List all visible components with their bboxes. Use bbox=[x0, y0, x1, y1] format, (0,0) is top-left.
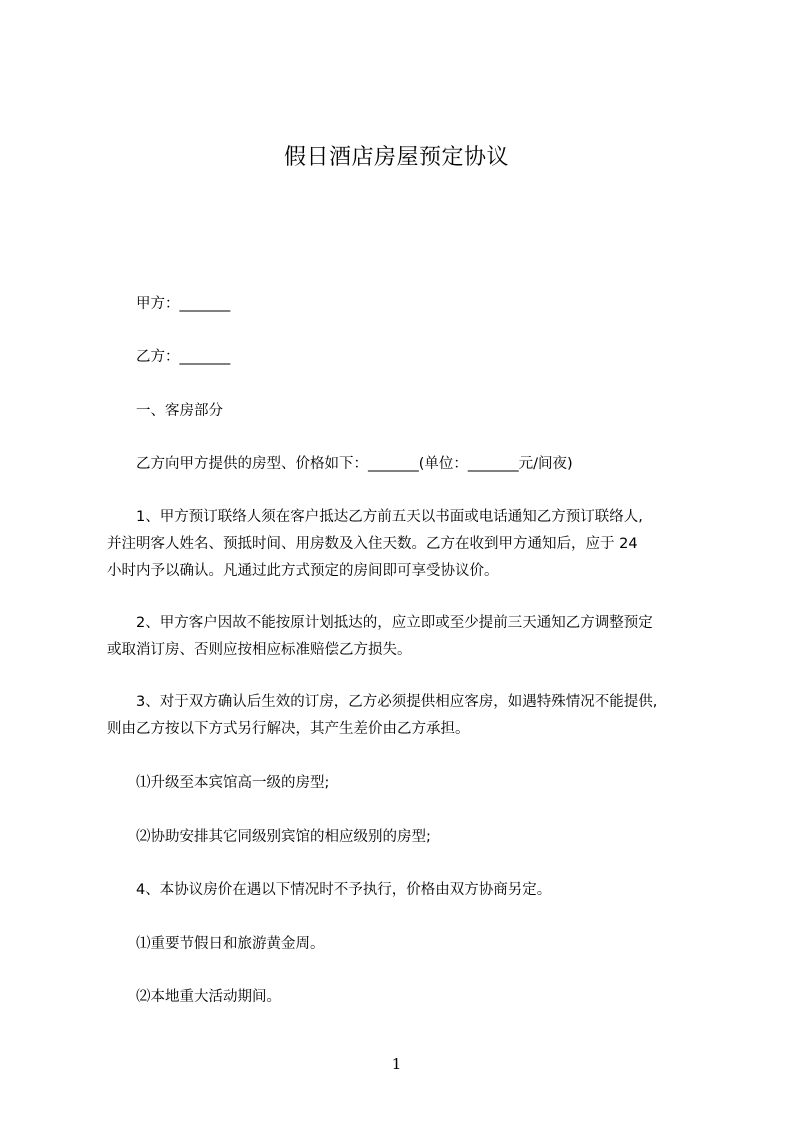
section-heading: 一、客房部分 bbox=[136, 403, 223, 419]
clause-1-line-3: 小时内予以确认。凡通过此方式预定的房间即可享受协议价。 bbox=[107, 563, 499, 579]
clause-4-item-1: ⑴重要节假日和旅游黄金周。 bbox=[136, 936, 325, 952]
party-a-line: 甲方：_______ bbox=[136, 296, 231, 312]
clause-4-item-2: ⑵本地重大活动期间。 bbox=[136, 989, 281, 1005]
page-title: 假日酒店房屋预定协议 bbox=[283, 145, 509, 170]
clause-3-item-2: ⑵协助安排其它同级别宾馆的相应级别的房型; bbox=[136, 829, 431, 845]
clause-3-line-2: 则由乙方按以下方式另行解决，其产生差价由乙方承担。 bbox=[107, 721, 470, 737]
clause-3-item-1: ⑴升级至本宾馆高一级的房型; bbox=[136, 775, 330, 791]
room-price-line: 乙方向甲方提供的房型、价格如下：_______(单位：_______元/间夜) bbox=[136, 456, 573, 472]
clause-4-line: 4、本协议房价在遇以下情况时不予执行，价格由双方协商另定。 bbox=[136, 882, 552, 898]
clause-1-line-2: 并注明客人姓名、预抵时间、用房数及入住天数。乙方在收到甲方通知后，应于 24 bbox=[107, 536, 638, 552]
clause-2-line-2: 或取消订房、否则应按相应标准赔偿乙方损失。 bbox=[107, 642, 412, 658]
clause-2-line-1: 2、甲方客户因故不能按原计划抵达的，应立即或至少提前三天通知乙方调整预定 bbox=[136, 615, 653, 631]
clause-3-line-1: 3、对于双方确认后生效的订房，乙方必须提供相应客房，如遇特殊情况不能提供, bbox=[136, 694, 658, 710]
page-number: 1 bbox=[391, 1055, 402, 1073]
party-b-line: 乙方：_______ bbox=[136, 349, 231, 365]
clause-1-line-1: 1、甲方预订联络人须在客户抵达乙方前五天以书面或电话通知乙方预订联络人, bbox=[136, 509, 643, 525]
